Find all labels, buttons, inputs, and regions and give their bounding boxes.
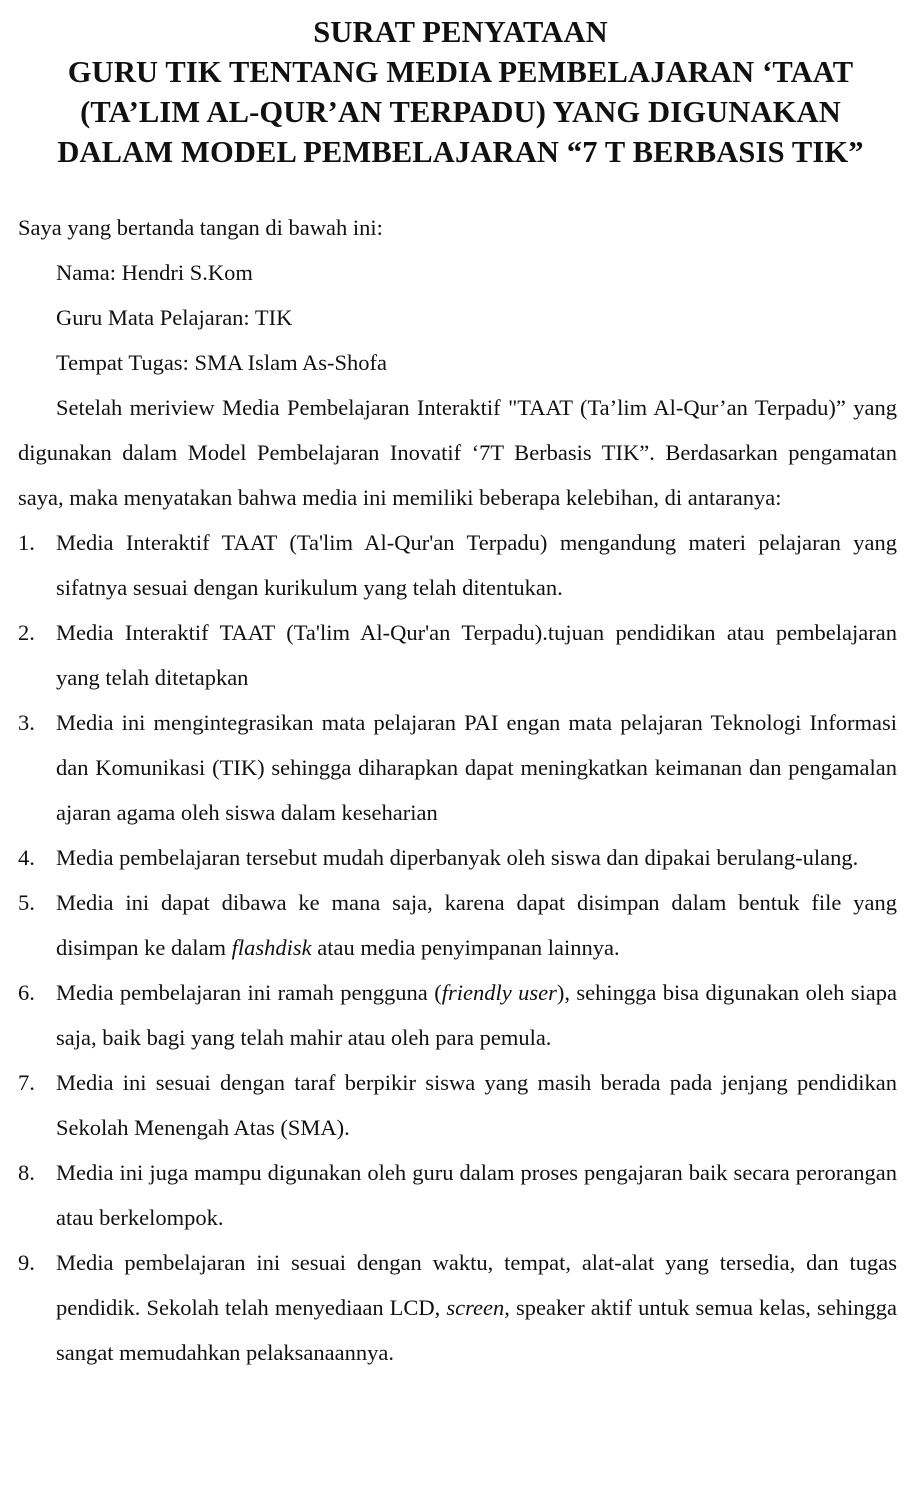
field-tempat-tugas: Tempat Tugas: SMA Islam As-Shofa <box>56 350 387 375</box>
list-item-number: 2. <box>18 620 35 645</box>
list-item <box>18 1240 897 1375</box>
list-item <box>18 700 897 835</box>
list-item-text-post: ), sehingga bisa digunakan oleh siapa saja, baik bagi yang telah mahir atau oleh para pemula. <box>56 980 897 1050</box>
title-line-3: (TA’LIM AL-QUR’AN TERPADU) YANG DIGUNAKAN <box>80 95 841 129</box>
list-item-number: 9. <box>18 1250 35 1275</box>
list-item-text: Media ini mengintegrasikan mata pelajaran PAI engan mata pelajaran Teknologi Informasi dan Komunikasi (TIK) sehingga diharapkan dapat meningkatkan keimanan dan pengamalan ajaran agama oleh siswa dalam keseharian <box>56 710 897 825</box>
intro-text: Saya yang bertanda tangan di bawah ini: <box>18 215 383 240</box>
list-item-text-pre: Media pembelajaran ini ramah pengguna ( <box>56 980 442 1005</box>
advantages-list <box>18 520 897 1375</box>
list-item-text <box>56 1250 897 1365</box>
field-nama: Nama: Hendri S.Kom <box>56 260 253 285</box>
review-paragraph: Setelah meriview Media Pembelajaran Interaktif "TAAT (Ta’lim Al-Qur’an Terpadu)” yang digunakan dalam Model Pembelajaran Inovatif ‘7T Berbasis TIK”. Berdasarkan pengamatan saya, maka menyatakan bahwa media ini memiliki beberapa kelebihan, di antaranya: <box>18 395 897 510</box>
list-item-number: 7. <box>18 1070 35 1095</box>
list-item <box>18 1060 897 1150</box>
list-item-number: 6. <box>18 980 35 1005</box>
list-item-text-italic: screen <box>446 1295 505 1320</box>
title-line-2: GURU TIK TENTANG MEDIA PEMBELAJARAN ‘TAAT <box>67 55 854 89</box>
list-item <box>18 1150 897 1240</box>
list-item <box>18 970 897 1060</box>
list-item-text <box>56 890 897 960</box>
field-guru-mata-pelajaran: Guru Mata Pelajaran: TIK <box>56 305 293 330</box>
list-item-text: Media pembelajaran tersebut mudah diperbanyak oleh siswa dan dipakai berulang-ulang. <box>56 845 859 870</box>
list-item-number: 8. <box>18 1160 35 1185</box>
list-item-text-post: atau media penyimpanan lainnya. <box>311 935 620 960</box>
list-item-text: Media Interaktif TAAT (Ta'lim Al-Qur'an Terpadu).tujuan pendidikan atau pembelajaran yang telah ditetapkan <box>56 620 897 690</box>
list-item-number: 4. <box>18 845 35 870</box>
list-item-text <box>56 980 897 1050</box>
list-item-text: Media Interaktif TAAT (Ta'lim Al-Qur'an Terpadu) mengandung materi pelajaran yang sifatnya sesuai dengan kurikulum yang telah ditentukan. <box>56 530 897 600</box>
list-item-text-pre: Media ini dapat dibawa ke mana saja, karena dapat disimpan dalam bentuk file yang disimpan ke dalam <box>56 890 897 960</box>
list-item <box>18 610 897 700</box>
list-item-number: 5. <box>18 890 35 915</box>
list-item-number: 1. <box>18 530 35 555</box>
list-item-text: Media ini juga mampu digunakan oleh guru dalam proses pengajaran baik secara perorangan atau berkelompok. <box>56 1160 897 1230</box>
list-item-text-italic: flashdisk <box>231 935 312 960</box>
title-line-4: DALAM MODEL PEMBELAJARAN “7 T BERBASIS TIK” <box>57 135 864 169</box>
list-item <box>18 835 897 880</box>
list-item-number: 3. <box>18 710 35 735</box>
list-item-text-pre: Media pembelajaran ini sesuai dengan waktu, tempat, alat-alat yang tersedia, dan tugas pendidik. Sekolah telah menyediaan LCD, <box>56 1250 897 1320</box>
document-body <box>18 205 897 1375</box>
title-line-1: SURAT PENYATAAN <box>313 15 608 49</box>
list-item-text-italic: friendly user <box>441 980 557 1005</box>
list-item-text: Media ini sesuai dengan taraf berpikir siswa yang masih berada pada jenjang pendidikan Sekolah Menengah Atas (SMA). <box>56 1070 897 1140</box>
list-item <box>18 880 897 970</box>
list-item-text-post: , speaker aktif untuk semua kelas, sehingga sangat memudahkan pelaksanaannya. <box>56 1295 897 1365</box>
list-item <box>18 520 897 610</box>
document-title <box>10 12 911 172</box>
